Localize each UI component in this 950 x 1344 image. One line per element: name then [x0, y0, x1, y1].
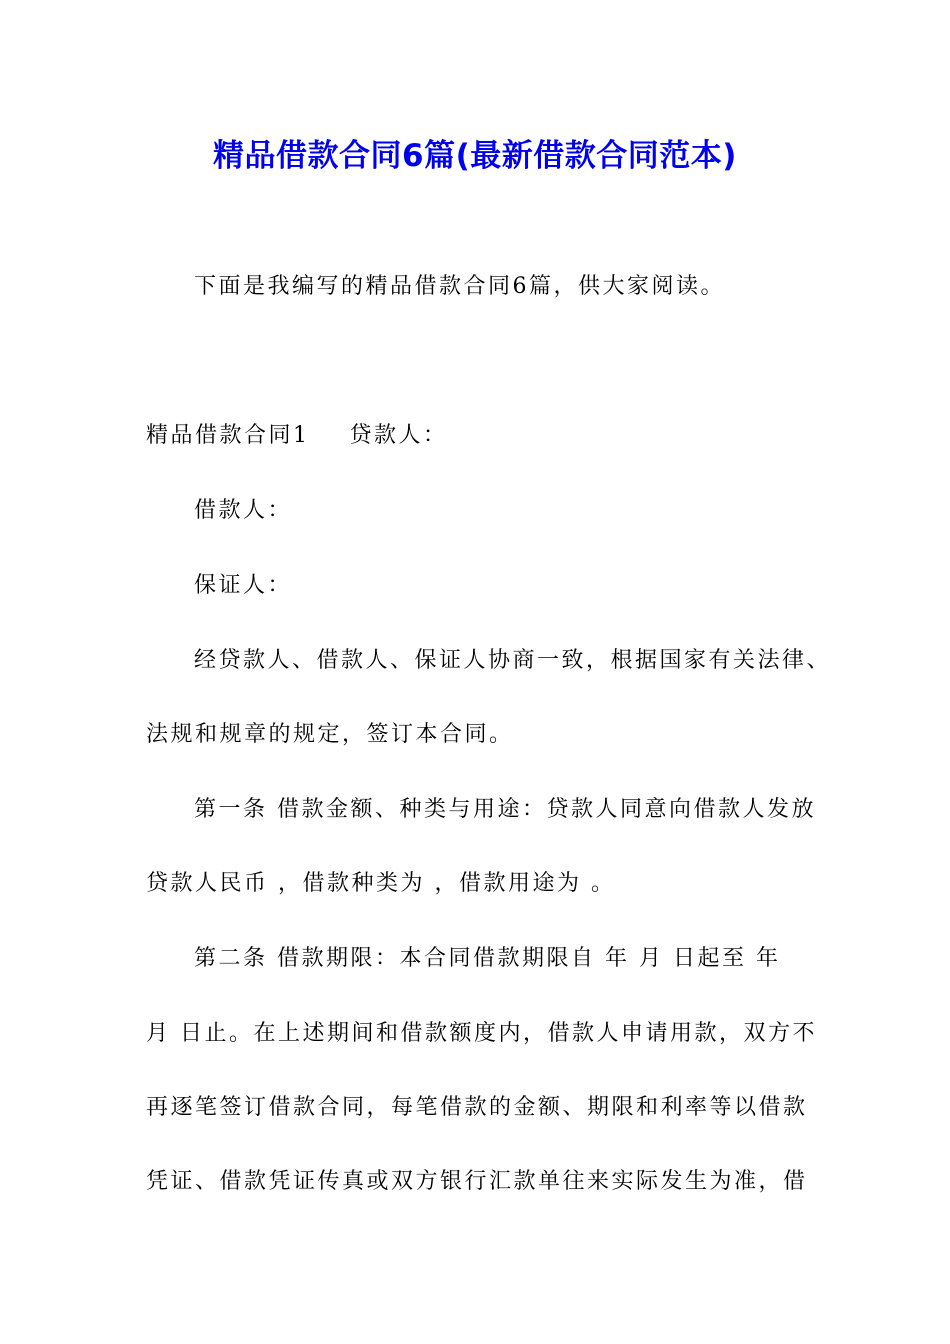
guarantor-label: 保证人：: [194, 573, 293, 598]
borrower-label: 借款人：: [194, 498, 293, 523]
paragraph-line: 贷款人民币 ，借款种类为 ，借款用途为 。: [146, 871, 616, 896]
paragraph-line: 月 日止。在上述期间和借款额度内，借款人申请用款，双方不: [146, 1021, 817, 1046]
section-heading-row: [146, 421, 448, 451]
paragraph-line: 经贷款人、借款人、保证人协商一致，根据国家有关法律、: [194, 648, 832, 673]
lender-label: 贷款人：: [349, 423, 448, 448]
paragraph-line: 法规和规章的规定，签订本合同。: [146, 722, 514, 747]
paragraph-line: 再逐笔签订借款合同，每笔借款的金额、期限和利率等以借款: [146, 1095, 808, 1120]
article-1-line: 第一条 借款金额、种类与用途：贷款人同意向借款人发放: [194, 797, 816, 822]
paragraph-line: 凭证、借款凭证传真或双方银行汇款单往来实际发生为准，借: [146, 1169, 808, 1194]
document-title: 精品借款合同6篇(最新借款合同范本): [213, 138, 737, 174]
section-heading: 精品借款合同1: [146, 423, 310, 448]
intro-text: 下面是我编写的精品借款合同6篇，供大家阅读。: [194, 274, 725, 299]
article-2-line: 第二条 借款期限：本合同借款期限自 年 月 日起至 年: [194, 946, 781, 971]
